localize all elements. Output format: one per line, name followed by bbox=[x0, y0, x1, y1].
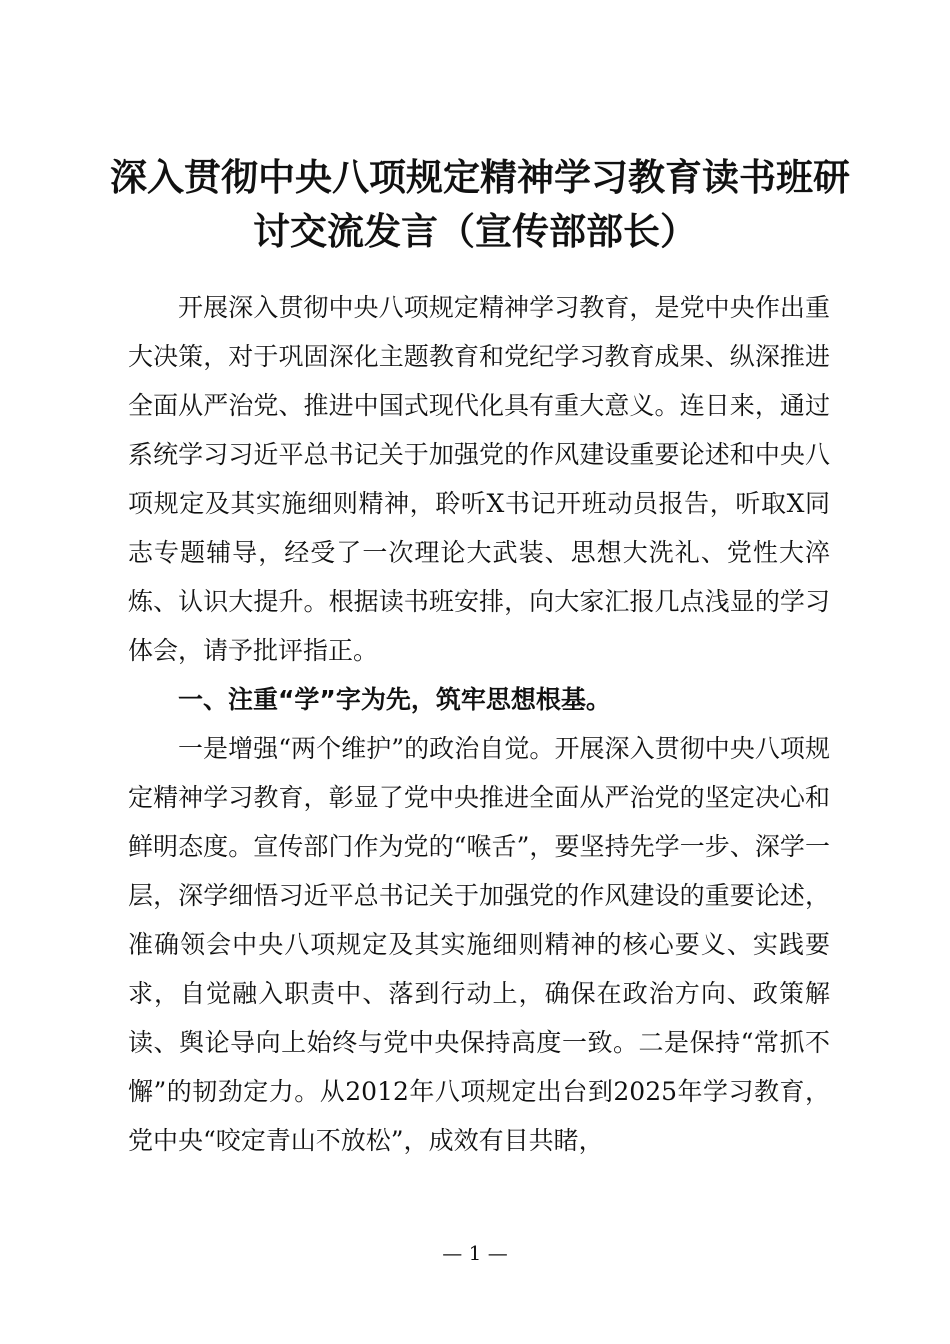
paragraph-section-1: 一是增强“两个维护”的政治自觉。开展深入贯彻中央八项规定精神学习教育，彰显了党中央推进全面从严治党的坚定决心和鲜明态度。宣传部门作为党的“喉舌”，要坚持先学一步、深学一层，深学细悟习近平总书记关于加强党的作风建设的重要论述，准确领会中央八项规定及其实施细则精神的核心要义、实践要求，自觉融入职责中、落到行动上，确保在政治方向、政策解读、舆论导向上始终与党中央保持高度一致。二是保持“常抓不懈”的韧劲定力。从2012年八项规定出台到2025年学习教育，党中央“咬定青山不放松”，成效有目共睹， bbox=[128, 734, 830, 1155]
page-number: — 1 — bbox=[442, 1241, 508, 1265]
title-line-1: 深入贯彻中央八项规定精神学习教育读书班研 bbox=[110, 155, 850, 199]
document-title bbox=[110, 150, 850, 258]
section-heading-1: 一、注重“学”字为先，筑牢思想根基。 bbox=[178, 685, 611, 714]
paragraph-intro: 开展深入贯彻中央八项规定精神学习教育，是党中央作出重大决策，对于巩固深化主题教育和党纪学习教育成果、纵深推进全面从严治党、推进中国式现代化具有重大意义。连日来，通过系统学习习近平总书记关于加强党的作风建设重要论述和中央八项规定及其实施细则精神，聆听X书记开班动员报告，听取X同志专题辅导，经受了一次理论大武装、思想大洗礼、党性大淬炼、认识大提升。根据读书班安排，向大家汇报几点浅显的学习体会，请予批评指正。 bbox=[128, 293, 830, 665]
title-line-2: 讨交流发言（宣传部部长） bbox=[253, 209, 697, 253]
document-body bbox=[128, 283, 830, 1165]
